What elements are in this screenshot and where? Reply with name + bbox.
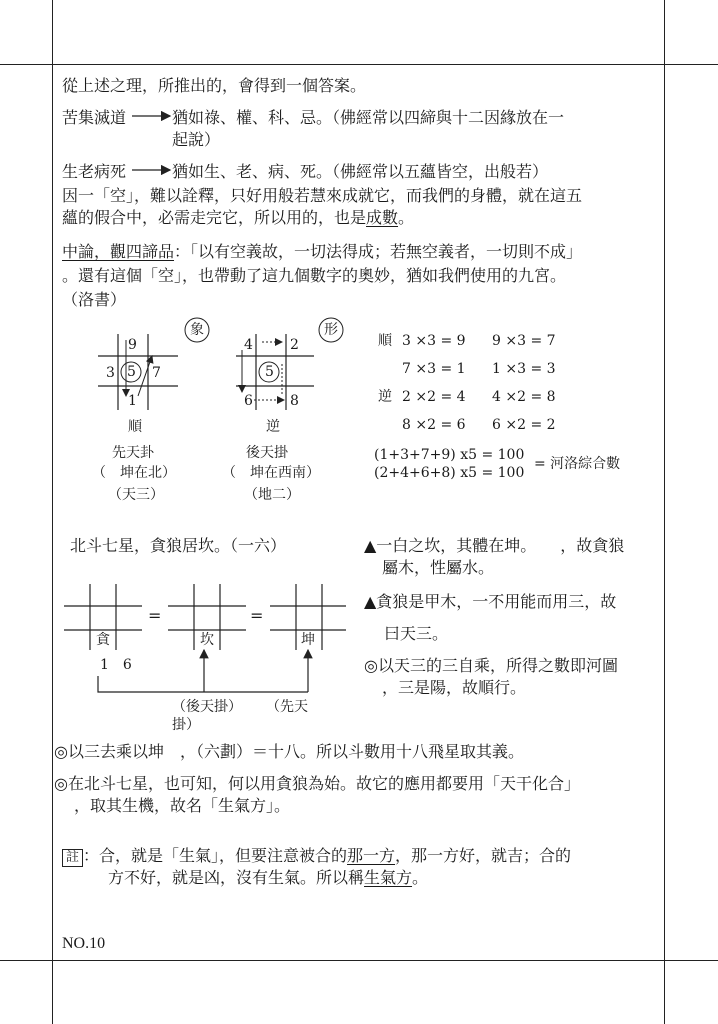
- grid-tan-label: 貪: [96, 632, 110, 648]
- text-line-3: 猶如生、老、病、死。（佛經常以五蘊皆空，出般若）: [172, 162, 549, 181]
- note-line-2: [108, 868, 428, 888]
- section2-r3a: ◎以天三的三自乘，所得之數即河圖: [364, 656, 618, 675]
- circle-xiang-label: 象: [190, 322, 204, 338]
- nums-1-6: 1 6: [100, 657, 132, 673]
- grid-left-center: 5: [127, 364, 136, 380]
- grid-right-caption: 逆: [266, 419, 280, 435]
- underlined-shengqifang: 生氣方: [364, 868, 413, 887]
- text-line-8: （洛書）: [62, 290, 127, 309]
- text-line-2-term: 苦集滅道: [62, 108, 127, 127]
- text-line-5c: 。: [398, 208, 415, 227]
- note-1a: ：合，就是「生氣」，但要注意被合的: [83, 846, 348, 865]
- text-line-3-term: 生老病死: [62, 162, 127, 181]
- label-ni: 逆: [378, 389, 392, 405]
- bottom-line-1: ◎以三去乘以坤 ，（六劃）＝十八。所以斗數用十八飛星取其義。: [54, 742, 524, 761]
- note-label-box: 註: [62, 849, 83, 867]
- section2-heading: 北斗七星，貪狼居坎。（一六）: [70, 536, 287, 555]
- eq-8: 6 ×2 = 2: [492, 417, 556, 433]
- label-shun: 順: [378, 333, 392, 349]
- eq-3: 7 ×3 = 1: [402, 361, 466, 377]
- connector-line: [98, 676, 308, 692]
- eq-7: 8 ×2 = 6: [402, 417, 466, 433]
- xiantian-label: （先天: [266, 699, 308, 715]
- eq-5: 2 ×2 = 4: [402, 389, 466, 405]
- text-line-7: 。還有這個「空」，也帶動了這九個數字的奧妙，猶如我們使用的九宮。: [62, 266, 567, 285]
- sum-2: (2+4+6+8) x5 = 100: [374, 465, 525, 481]
- equals-1: =: [148, 606, 162, 625]
- xiantian-title: 先天卦: [112, 445, 154, 461]
- section2-r1a: ▲一白之坎，其體在坤。 ，故貪狼: [364, 536, 625, 555]
- text-line-6b: ：「以有空義故，一切法得成；若無空義者，一切則不成」: [174, 242, 583, 261]
- section2-r2a: ▲貪狼是甲木，一不用能而用三，故: [364, 592, 617, 611]
- note-line-1: [62, 846, 571, 867]
- note-2c: 。: [412, 868, 429, 887]
- text-line-1: 從上述之理，所推出的，會得到一個答案。: [62, 76, 367, 95]
- xiantian-sub: （ 坤在北）: [92, 465, 176, 481]
- text-line-5a: 蘊的假合中，必需走完它，所以用的，也是: [62, 208, 367, 227]
- grid-right-tl: 4: [244, 337, 253, 353]
- houtian-label-cont: 掛）: [172, 717, 200, 733]
- grid-right-tr: 2: [290, 337, 299, 353]
- bottom-line-3: ，取其生機，故名「生氣方」。: [74, 796, 291, 815]
- section2-r2b: 曰天三。: [384, 624, 449, 643]
- grid-left-top: 9: [128, 337, 137, 353]
- eq-4: 1 ×3 = 3: [492, 361, 556, 377]
- grid-kun-label: 坤: [301, 632, 315, 648]
- grid-kan-label: 坎: [200, 632, 214, 648]
- circle-xing-label: 形: [324, 322, 338, 338]
- houtian-sub: （ 坤在西南）: [222, 465, 320, 481]
- page-number: NO.10: [62, 935, 106, 952]
- eq-6: 4 ×2 = 8: [492, 389, 556, 405]
- grid-right-bl: 6: [244, 393, 253, 409]
- sum-1: (1+3+7+9) x5 = 100: [374, 447, 525, 463]
- eq-1: 3 ×3 = 9: [402, 333, 466, 349]
- underlined-chengshu: 成數: [366, 208, 399, 227]
- grid-right-br: 8: [290, 393, 299, 409]
- grid-right-center: 5: [265, 364, 274, 380]
- underlined-nayifang: 那一方: [347, 846, 396, 865]
- text-line-4: 因一「空」，難以詮釋，只好用般若慧來成就它，而我們的身體，就在這五: [62, 186, 583, 205]
- eq-2: 9 ×3 = 7: [492, 333, 556, 349]
- grid-left-caption: 順: [128, 419, 142, 435]
- note-1c: ，那一方好，就吉；合的: [395, 846, 572, 865]
- text-line-2: 猶如祿、權、科、忌。（佛經常以四締與十二因緣放在一: [172, 108, 565, 127]
- underlined-zhonglun: 中論，觀四諦品: [62, 242, 175, 261]
- equals-2: =: [250, 606, 264, 625]
- grid-left-right: 7: [152, 365, 161, 381]
- houtian-tag: （地二）: [244, 487, 300, 503]
- sum-label: = 河洛綜合數: [534, 456, 621, 472]
- text-line-2-cont: 起說）: [172, 130, 221, 149]
- note-2a: 方不好，就是凶，沒有生氣。所以稱: [108, 868, 365, 887]
- xiantian-tag: （天三）: [108, 487, 164, 503]
- houtian-title: 後天掛: [246, 445, 288, 461]
- section2-r3b: ，三是陽，故順行。: [382, 678, 527, 697]
- bottom-line-2: ◎在北斗七星，也可知，何以用貪狼為始。故它的應用都要用「天干化合」: [54, 774, 580, 793]
- grid-left-bottom: 1: [128, 393, 137, 409]
- houtian-label: （後天掛）: [172, 699, 242, 715]
- grid-left-left: 3: [106, 365, 115, 381]
- section2-r1b: 屬木，性屬水。: [382, 558, 495, 577]
